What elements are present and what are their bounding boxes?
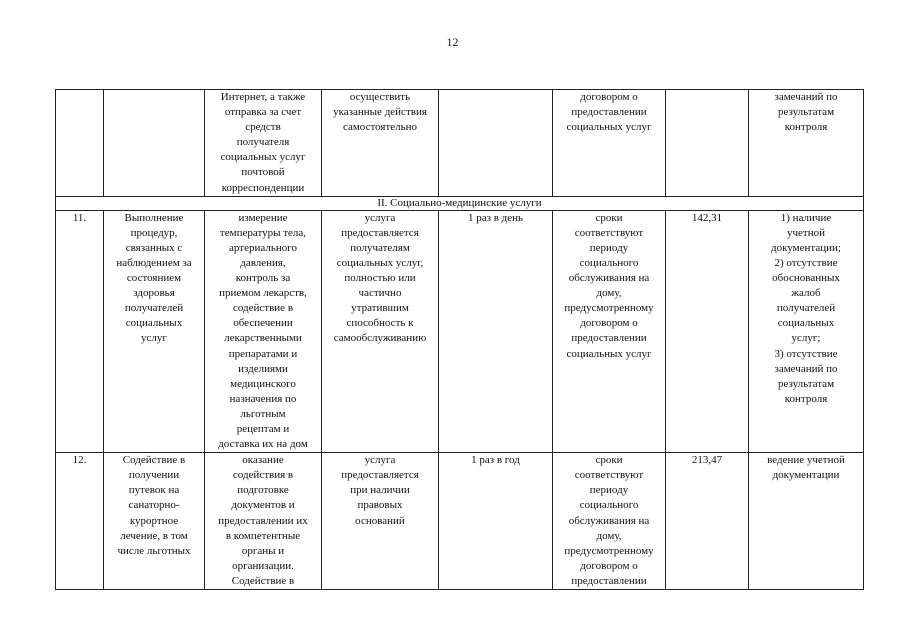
- row-number: 12.: [56, 453, 104, 590]
- cell-content: Интернет, а также отправка за счет средств получателя социальных услуг почтовой корреспонденции: [205, 90, 322, 197]
- service-name: Содействие в получении путевок на санаторно- курортное лечение, в том числе льготных: [104, 453, 205, 590]
- continuation-row: [56, 90, 864, 197]
- cell-frequency: [439, 90, 553, 197]
- service-quality: 1) наличие учетной документации; 2) отсутствие обоснованных жалоб получателей социальных услуг; 3) отсутствие замечаний по результатам контроля: [749, 210, 864, 453]
- service-name: Выполнение процедур, связанных с наблюдением за состоянием здоровья получателей социальных услуг: [104, 210, 205, 453]
- service-price: 142,31: [666, 210, 749, 453]
- cell-price: [666, 90, 749, 197]
- table-row: [56, 453, 864, 590]
- table-row: [56, 210, 864, 453]
- section-heading: II. Социально-медицинские услуги: [56, 196, 864, 210]
- row-number: 11.: [56, 210, 104, 453]
- service-conditions: услуга предоставляется получателям социальных услуг, полностью или частично утратившим способность к самообслуживанию: [322, 210, 439, 453]
- service-content: оказание содействия в подготовке документов и предоставлении их в компетентные органы и организации. Содействие в: [205, 453, 322, 590]
- cell-number: [56, 90, 104, 197]
- service-terms: сроки соответствуют периоду социального обслуживания на дому, предусмотренному договором о предоставлении социальных услуг: [553, 210, 666, 453]
- service-frequency: 1 раз в год: [439, 453, 553, 590]
- service-terms: сроки соответствуют периоду социального обслуживания на дому, предусмотренному договором о предоставлении: [553, 453, 666, 590]
- service-content: измерение температуры тела, артериального давления, контроль за приемом лекарств, содействие в обеспечении лекарственными препаратами и изделиями медицинского назначения по льготным рецептам и доставка их на дом: [205, 210, 322, 453]
- section-heading-row: [56, 196, 864, 210]
- service-price: 213,47: [666, 453, 749, 590]
- services-table: [55, 89, 864, 590]
- service-frequency: 1 раз в день: [439, 210, 553, 453]
- cell-conditions: осуществить указанные действия самостоятельно: [322, 90, 439, 197]
- service-conditions: услуга предоставляется при наличии правовых оснований: [322, 453, 439, 590]
- page-number: 12: [446, 35, 459, 49]
- cell-quality: замечаний по результатам контроля: [749, 90, 864, 197]
- cell-terms: договором о предоставлении социальных услуг: [553, 90, 666, 197]
- service-quality: ведение учетной документации: [749, 453, 864, 590]
- cell-name: [104, 90, 205, 197]
